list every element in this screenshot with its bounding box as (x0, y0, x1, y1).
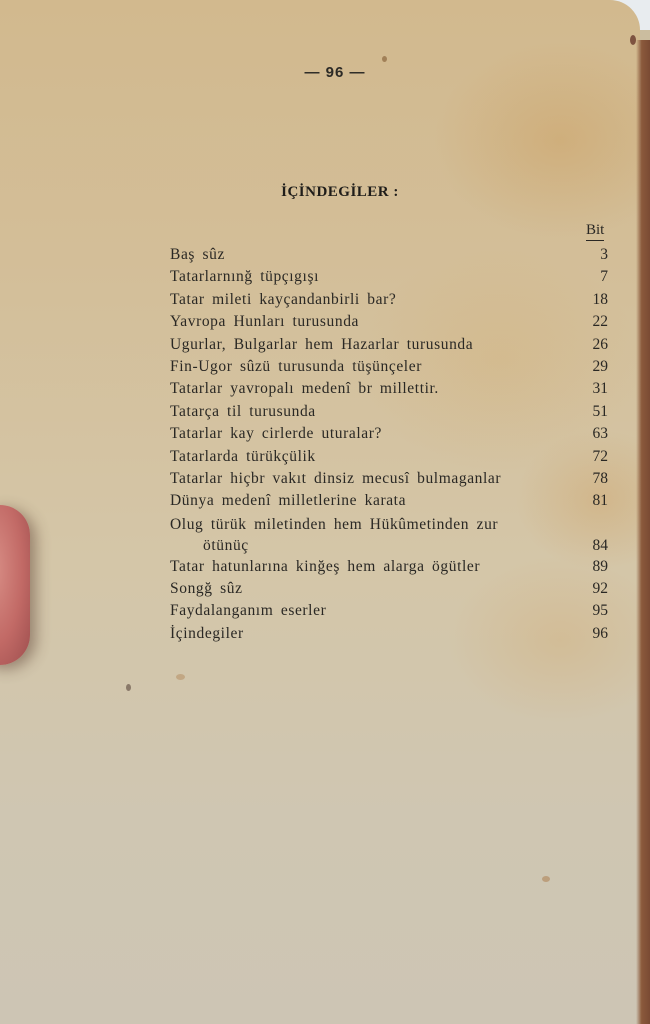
toc-entry-page: 78 (592, 469, 608, 487)
toc-entry-title: Tatarça til turusunda (170, 402, 316, 420)
toc-entry (170, 446, 608, 468)
paper-stain (542, 876, 550, 882)
toc-entry-title: Tatar hatunlarına kinğeş hem alarga ögütler (170, 557, 481, 575)
toc-entry-page: 89 (592, 557, 608, 575)
toc-entry (170, 578, 608, 600)
toc-entry (170, 556, 608, 578)
toc-entry (170, 468, 608, 490)
toc-entry (170, 266, 608, 288)
toc-entry (170, 334, 608, 356)
toc-entry-page: 51 (592, 402, 608, 420)
toc-entry-page: 96 (592, 624, 608, 642)
toc-entry-page: 18 (592, 290, 608, 308)
toc-entry-title: Tatarlarda türükçülik (170, 447, 316, 465)
toc-entry-page: 29 (592, 357, 608, 375)
toc-entry-title: Tatarlar kay cirlerde uturalar? (170, 425, 382, 443)
toc-entry (170, 311, 608, 333)
toc-entry-page: 26 (592, 335, 608, 353)
toc-entry-title: Tatarlar yavropalı medenî br millettir. (170, 380, 439, 398)
toc-entry-page: 7 (600, 268, 608, 286)
toc-entry (170, 378, 608, 400)
toc-entry (170, 623, 608, 645)
table-of-contents (170, 244, 608, 645)
toc-entry-title: Ugurlar, Bulgarlar hem Hazarlar turusunda (170, 335, 474, 353)
toc-entry-page: 95 (592, 602, 608, 620)
toc-entry-page: 3 (600, 245, 608, 263)
toc-entry (170, 513, 608, 556)
toc-entry-page: 63 (592, 425, 608, 443)
toc-entry-page: 92 (592, 580, 608, 598)
toc-entry-title-line1: Olug türük miletinden hem Hükûmetinden zur (170, 515, 499, 533)
toc-entry (170, 356, 608, 378)
toc-heading: İÇİNDEGİLER : (281, 184, 399, 200)
page-column-header: Bit (586, 222, 604, 241)
toc-entry-title: Tatarlar hiçbr vakıt dinsiz mecusî bulmaganlar (170, 469, 502, 487)
toc-entry-title: Tatar mileti kayçandanbirli bar? (170, 290, 397, 308)
toc-entry-title: Songğ sûz (170, 580, 243, 598)
toc-entry (170, 244, 608, 266)
toc-entry-title: Yavropa Hunları turusunda (170, 313, 360, 331)
toc-entry-page: 72 (592, 447, 608, 465)
toc-entry (170, 423, 608, 445)
page-number: — 96 — (304, 64, 366, 81)
toc-entry (170, 600, 608, 622)
paper-stain (126, 684, 131, 691)
toc-entry (170, 401, 608, 423)
toc-entry-title-line2: ötünüç (203, 536, 249, 554)
toc-entry-title: Faydalanganım eserler (170, 602, 327, 620)
toc-entry-page: 84 (592, 536, 608, 554)
toc-entry-title: Fin-Ugor sûzü turusunda tüşünçeler (170, 357, 422, 375)
toc-entry-title: Tatarlarnınğ tüpçıgışı (170, 268, 319, 286)
paper-stain (382, 56, 387, 62)
toc-entry-title: Baş sûz (170, 245, 225, 263)
toc-entry-title (170, 514, 498, 556)
thumb (0, 505, 30, 665)
paper-stain (176, 674, 185, 680)
toc-entry-page: 22 (592, 313, 608, 331)
toc-entry-page: 81 (592, 492, 608, 510)
toc-entry-page: 31 (592, 380, 608, 398)
toc-entry (170, 289, 608, 311)
page-edge (636, 40, 650, 1024)
toc-entry-title: Dünya medenî milletlerine karata (170, 492, 407, 510)
toc-entry-title: İçindegiler (170, 624, 244, 642)
toc-entry (170, 490, 608, 512)
